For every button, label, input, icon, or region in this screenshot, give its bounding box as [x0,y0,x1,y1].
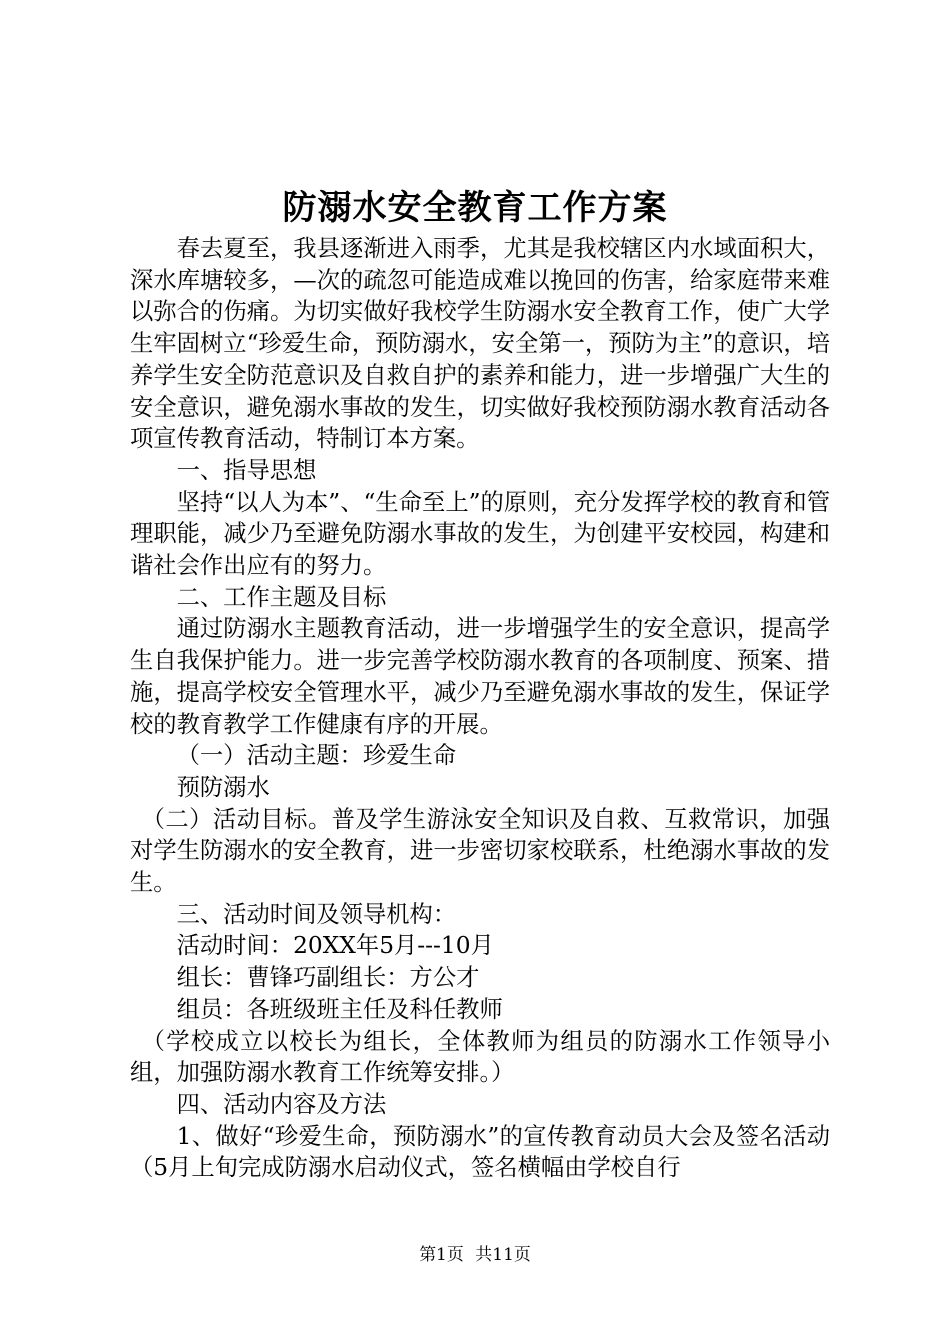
heading-guiding-ideology: 一、指导思想 [176,456,317,484]
activity-theme: （一）活动主题：珍爱生命 [176,742,457,770]
heading-theme-goals: 二、工作主题及目标 [176,583,387,611]
leadership-note: （学校成立以校长为组长，全体教师为组员的防溺水工作领导小组，加强防溺水教育工作统筹安排。） [130,1027,830,1087]
paragraph-theme-goals: 通过防溺水主题教育活动，进一步增强学生的安全意识，提高学生自我保护能力。进一步完善学校防溺水教育的各项制度、预案、措施，提高学校安全管理水平，减少乃至避免溺水事故的发生，保证学校的教育教学工作健康有序的开展。 [130,615,830,738]
group-leaders: 组长：曹锋巧副组长：方公才 [176,964,480,992]
activity-time: 活动时间：20XX年5月---10月 [176,932,494,960]
heading-time-organization: 三、活动时间及领导机构： [176,900,457,928]
document-body [130,233,830,1184]
group-members: 组员：各班级班主任及科任教师 [176,995,503,1023]
page-number: 第1页 [419,1245,464,1265]
heading-content-methods: 四、活动内容及方法 [176,1090,387,1118]
activity-goal: （二）活动目标。普及学生游泳安全知识及自救、互救常识，加强对学生防溺水的安全教育，进一步密切家校联系，杜绝溺水事故的发生。 [130,805,830,897]
content-item-1: 1、做好“珍爱生命，预防溺水”的宣传教育动员大会及签名活动（5月上旬完成防溺水启动仪式，签名横幅由学校自行 [130,1122,830,1182]
document-title: 防溺水安全教育工作方案 [282,188,668,228]
page-total: 共11页 [475,1245,531,1265]
paragraph-guiding-ideology: 坚持“以人为本”、“生命至上”的原则，充分发挥学校的教育和管理职能，减少乃至避免防溺水事故的发生，为创建平安校园，构建和谐社会作出应有的努力。 [130,488,830,580]
page-footer [0,1244,950,1266]
paragraph-intro: 春去夏至，我县逐渐进入雨季，尤其是我校辖区内水域面积大，深水库塘较多，—次的疏忽可能造成难以挽回的伤害，给家庭带来难以弥合的伤痛。为切实做好我校学生防溺水安全教育工作，使广大学生牢固树立“珍爱生命，预防溺水，安全第一，预防为主”的意识，培养学生安全防范意识及自救自护的素养和能力，进一步增强广大生的安全意识，避免溺水事故的发生，切实做好我校预防溺水教育活动各项宣传教育活动，特制订本方案。 [130,235,830,453]
activity-theme-continued: 预防溺水 [176,773,270,801]
